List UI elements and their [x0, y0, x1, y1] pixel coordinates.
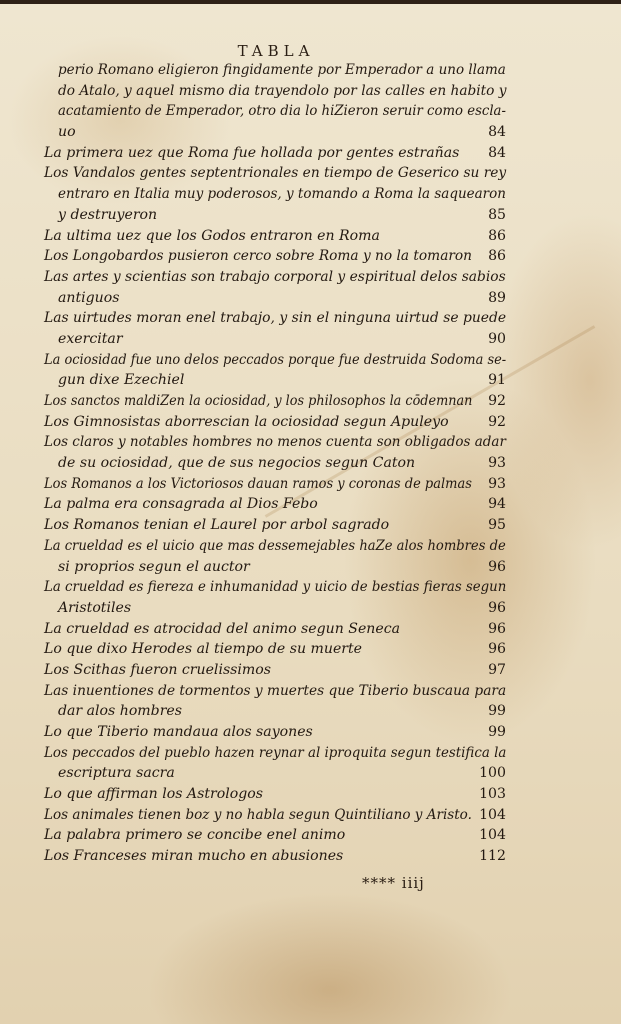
index-entry-line	[44, 308, 506, 329]
index-entry-line	[44, 163, 506, 184]
entry-text: Los Vandalos gentes septentrionales en tiempo de Geserico su rey	[44, 165, 507, 182]
index-entry-line	[44, 60, 506, 81]
entry-text: entraro en Italia muy poderosos, y tomando a Roma la saquearon	[58, 186, 506, 203]
entry-text: dar alos hombres	[58, 703, 183, 720]
entry-page-number: 99	[488, 703, 506, 720]
entry-text: Los Scithas fueron cruelissimos	[44, 661, 272, 678]
entry-page-number: 85	[488, 206, 506, 223]
index-entry-line	[44, 143, 506, 164]
index-entry-line	[44, 474, 506, 495]
entry-page-number: 95	[488, 517, 506, 534]
entry-text: Lo que affirman los Astrologos	[44, 786, 263, 803]
index-entry-line	[44, 122, 506, 143]
index-entry-line	[44, 619, 506, 640]
entry-page-number: 104	[479, 827, 506, 844]
index-entry-line	[44, 288, 506, 309]
index-entry-line	[44, 101, 506, 122]
index-entry-line	[44, 536, 506, 557]
entry-page-number: 86	[488, 248, 506, 265]
entry-text: acatamiento de Emperador, otro dia lo hiZieron seruir como escla-	[58, 103, 506, 120]
index-entry-line	[44, 226, 506, 247]
entry-text: La primera uez que Roma fue hollada por gentes estrañas	[44, 144, 460, 161]
index-entry-line	[44, 412, 506, 433]
entry-text: si proprios segun el auctor	[58, 558, 250, 575]
entry-text: La crueldad es atrocidad del animo segun Seneca	[44, 620, 400, 637]
index-entry-line	[44, 681, 506, 702]
entry-page-number: 89	[488, 289, 506, 306]
entry-text: Aristotiles	[58, 599, 132, 616]
index-entry-line	[44, 184, 506, 205]
entry-text: escriptura sacra	[58, 765, 175, 782]
entry-page-number: 96	[488, 641, 506, 658]
entry-text: Lo que dixo Herodes al tiempo de su muerte	[44, 641, 363, 658]
entry-text: antiguos	[58, 289, 120, 306]
entry-text: Las artes y scientias son trabajo corporal y espiritual delos sabios	[44, 268, 506, 285]
index-entry-line	[44, 205, 506, 226]
entry-text: La crueldad es el uicio que mas dessemejables haZe alos hombres de	[44, 537, 506, 554]
entry-text: Los sanctos maldiZen la ociosidad, y los philosophos la cōdemnan	[44, 393, 473, 409]
index-entry-line	[44, 577, 506, 598]
entry-page-number: 96	[488, 599, 506, 616]
entry-text: Los Romanos tenian el Laurel por arbol sagrado	[44, 517, 390, 534]
entry-page-number: 94	[488, 496, 506, 513]
index-entry-line	[44, 432, 506, 453]
entry-page-number: 97	[488, 661, 506, 678]
index-entry-line	[44, 391, 506, 412]
entry-text: uo	[58, 124, 76, 141]
entry-page-number: 84	[488, 144, 506, 161]
index-entry-line	[44, 515, 506, 536]
entry-text: Las inuentiones de tormentos y muertes que Tiberio buscaua para	[44, 682, 507, 699]
entry-page-number: 93	[488, 475, 506, 492]
index-entry-line	[44, 701, 506, 722]
index-entry-line	[44, 763, 506, 784]
entry-text: Los animales tienen boz y no habla segun Quintiliano y Aristo.	[44, 806, 472, 823]
entry-text: do Atalo, y aquel mismo dia trayendolo por las calles en habito y	[58, 82, 507, 99]
entry-page-number: 86	[488, 227, 506, 244]
entry-page-number: 112	[479, 848, 506, 865]
index-entry-line	[44, 598, 506, 619]
entry-text: Los claros y notables hombres no menos cuenta son obligados adar	[44, 434, 506, 451]
entry-page-number: 92	[488, 393, 506, 409]
index-entry-line	[44, 660, 506, 681]
entry-page-number: 96	[488, 558, 506, 575]
entry-page-number: 90	[488, 330, 506, 347]
index-entry-line	[44, 81, 506, 102]
entry-page-number: 84	[488, 124, 506, 141]
entry-text: de su ociosidad, que de sus negocios segun Caton	[58, 455, 416, 472]
index-entry-line	[44, 246, 506, 267]
index-entry-line	[44, 743, 506, 764]
index-entry-line	[44, 805, 506, 826]
entry-text: Los Franceses miran mucho en abusiones	[44, 848, 344, 865]
entry-text: La ociosidad fue uno delos peccados porque fue destruida Sodoma se-	[44, 351, 507, 368]
entry-page-number: 91	[488, 372, 506, 389]
entry-text: gun dixe Ezechiel	[58, 372, 185, 389]
page-top-edge	[0, 0, 621, 4]
index-entry-line	[44, 453, 506, 474]
entry-text: La palabra primero se concibe enel animo	[44, 827, 346, 844]
entry-page-number: 103	[479, 786, 506, 803]
index-entry-line	[44, 494, 506, 515]
entry-text: La ultima uez que los Godos entraron en Roma	[44, 227, 380, 244]
entry-text: Lo que Tiberio mandaua alos sayones	[44, 724, 313, 740]
entry-page-number: 104	[479, 806, 506, 823]
index-entry-line	[44, 370, 506, 391]
signature-mark: **** iiij	[362, 874, 425, 892]
index-entry-line	[44, 267, 506, 288]
index-entry-line	[44, 784, 506, 805]
entry-page-number: 100	[479, 765, 506, 782]
entry-text: Los Romanos a los Victoriosos dauan ramos y coronas de palmas	[44, 475, 472, 492]
entry-page-number: 99	[488, 724, 506, 740]
entry-page-number: 93	[488, 455, 506, 472]
index-entry-line	[44, 846, 506, 867]
entry-text: Las uirtudes moran enel trabajo, y sin el ninguna uirtud se puede	[44, 310, 507, 327]
entry-text: Los Longobardos pusieron cerco sobre Roma y no la tomaron	[44, 248, 473, 265]
entry-text: La crueldad es fiereza e inhumanidad y uicio de bestias fieras segun	[44, 579, 507, 596]
entry-page-number: 92	[488, 413, 506, 430]
entry-page-number: 96	[488, 620, 506, 637]
index-entries	[44, 60, 506, 867]
index-entry-line	[44, 329, 506, 350]
index-entry-line	[44, 557, 506, 578]
index-entry-line	[44, 825, 506, 846]
entry-text: y destruyeron	[58, 206, 158, 223]
running-head-title: TABLA	[237, 42, 315, 60]
index-entry-line	[44, 350, 506, 371]
entry-text: Los peccados del pueblo hazen reynar al iproquita segun testifica la	[44, 744, 507, 761]
entry-text: La palma era consagrada al Dios Febo	[44, 496, 318, 513]
entry-text: Los Gimnosistas aborrescian la ociosidad segun Apuleyo	[44, 413, 449, 430]
entry-text: perio Romano eligieron fingidamente por Emperador a uno llama	[58, 62, 506, 78]
index-entry-line	[44, 722, 506, 743]
index-entry-line	[44, 639, 506, 660]
entry-text: exercitar	[58, 330, 123, 347]
